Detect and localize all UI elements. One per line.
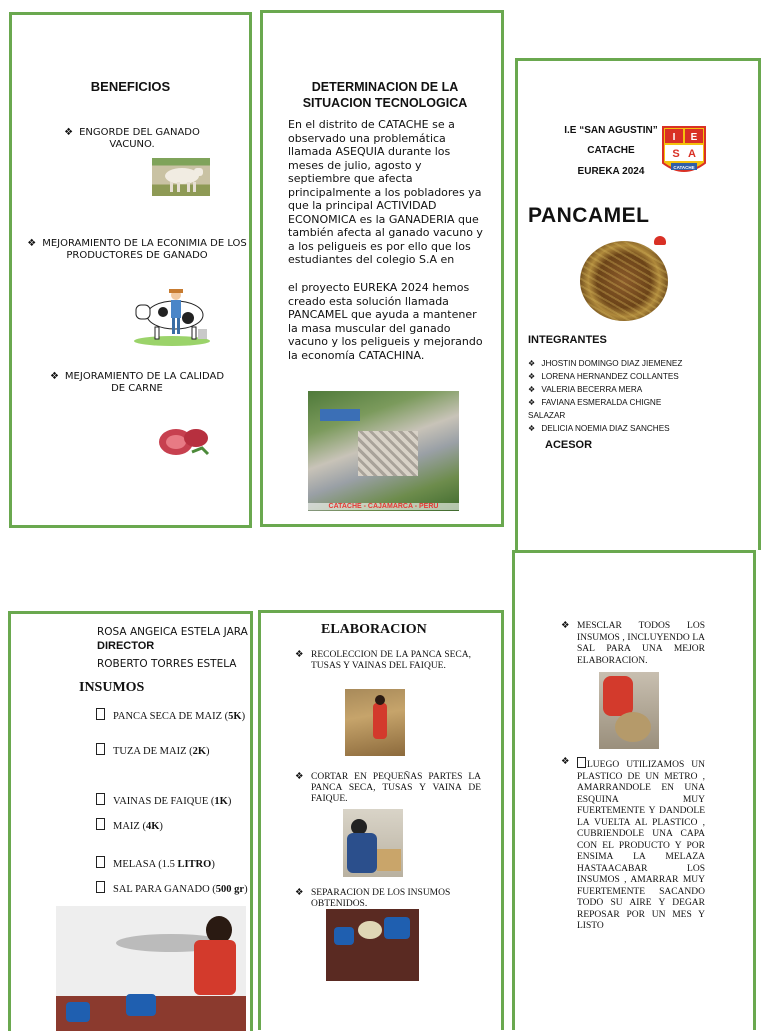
harvest-photo xyxy=(345,689,405,756)
beneficios-title: BENEFICIOS xyxy=(90,79,171,94)
cutting-photo xyxy=(343,809,403,877)
logo-letter-e: E xyxy=(690,132,698,143)
diamond-bullet-icon: ❖ xyxy=(528,424,536,433)
wrap-step: ❖ LUEGO UTILIZAMOS UN PLASTICO DE UN METRO , AMARRANDOLE EN UNA ESQUINA MUY FUERTEMENTE Y DANDOLE LA VUELTA AL PLASTICO , CUBRIENDOLE UNA CAPA CON EL PRODUCTO Y POR ENSIMA LA MELAZA HASTAACABAR LOS INSUMOS , AMARRAR MUY FUERTEMENTE SACANDO TODO SU AIRE Y DEGAR REPOSAR POR UN MES Y LISTO xyxy=(561,757,705,931)
panel-determinacion xyxy=(260,10,504,527)
list-item: ❖ LORENA HERNANDEZ COLLANTES xyxy=(528,372,679,381)
list-item: ❖ VALERIA BECERRA MERA xyxy=(528,385,643,394)
diamond-bullet-icon: ❖ xyxy=(528,372,536,381)
panel-cover xyxy=(515,58,761,550)
farmer-cow-illustration xyxy=(130,285,215,347)
insumo-item: MAIZ (4K) xyxy=(96,818,163,832)
checkbox-glyph-icon xyxy=(96,793,105,805)
school-logo xyxy=(661,125,707,179)
checkbox-glyph-icon xyxy=(577,757,586,768)
diamond-bullet-icon: ❖ xyxy=(528,398,536,407)
town-photo-caption: CATACHE - CAJAMARCA - PERU xyxy=(308,503,459,510)
panel-insumos xyxy=(8,611,253,1031)
pancamel-product-image xyxy=(580,241,668,321)
logo-letter-a: A xyxy=(688,148,696,160)
insumo-item: TUZA DE MAIZ (2K) xyxy=(96,743,210,757)
insumo-item: PANCA SECA DE MAIZ (5K) xyxy=(96,708,245,722)
separation-photo xyxy=(326,909,419,981)
logo-letter-s: S xyxy=(672,148,680,160)
determinacion-paragraph-1: En el distrito de CATACHE se a observado una problemática llamada ASEQUIA durante los meses de julio, agosto y septiembre que afecta principalmente a los pobladores ya que la principal ACTIVIDAD ECONOMICA es la GANADERIA que también afecta al ganado vacuno y a los peligueis es por ello que los estudiantes del colegio S.A en xyxy=(288,118,483,266)
diamond-bullet-icon: ❖ xyxy=(49,371,59,382)
director-name: ROBERTO TORRES ESTELA xyxy=(97,658,237,670)
insumo-item: SAL PARA GANADO (500 gr) xyxy=(96,881,248,895)
diamond-bullet-icon: ❖ xyxy=(27,238,37,249)
town-aerial-photo xyxy=(308,391,459,511)
integrantes-list xyxy=(528,357,728,435)
elaboracion-step: ❖ RECOLECCION DE LA PANCA SECA, TUSAS Y VAINAS DEL FAIQUE. xyxy=(295,650,471,671)
mixing-photo xyxy=(599,672,659,749)
insumos-title: INSUMOS xyxy=(79,680,145,695)
logo-letter-i: I xyxy=(672,132,676,143)
student-insumos-photo xyxy=(56,906,246,1031)
panel-beneficios xyxy=(9,12,252,528)
checkbox-glyph-icon xyxy=(96,743,105,755)
elaboracion-title: ELABORACION xyxy=(321,622,427,637)
school-name: I.E “SAN AGUSTIN” xyxy=(564,125,658,136)
mix-step: ❖ MESCLAR TODOS LOS INSUMOS , INCLUYENDO LA SAL PARA UNA MEJOR ELABORACION. xyxy=(561,621,705,666)
cow-image xyxy=(152,158,210,196)
insumo-item: MELASA (1.5 LITRO) xyxy=(96,856,215,870)
logo-banner: CATACHE xyxy=(673,165,695,170)
panel-steps xyxy=(512,550,756,1030)
town-name: CATACHE xyxy=(587,145,635,156)
benefit-item: ❖ MEJORAMIENTO DE LA ECONIMIA DE LOS PRODUCTORES DE GANADO xyxy=(27,238,247,261)
brand-mark-icon xyxy=(654,236,666,245)
elaboracion-step: ❖ CORTAR EN PEQUEÑAS PARTES LA PANCA SECA, TUSAS Y VAINA DE FAIQUE. xyxy=(295,772,481,804)
list-item: ❖ DELICIA NOEMIA DIAZ SANCHES xyxy=(528,424,670,433)
director-title: DIRECTOR xyxy=(97,640,155,652)
meat-image xyxy=(154,420,212,460)
checkbox-glyph-icon xyxy=(96,856,105,868)
panel-elaboracion xyxy=(258,610,504,1030)
diamond-bullet-icon: ❖ xyxy=(64,127,74,138)
checkbox-glyph-icon xyxy=(96,708,105,720)
determinacion-title: DETERMINACION DE LA SITUACION TECNOLOGICA xyxy=(302,80,468,110)
determinacion-paragraph-2: el proyecto EUREKA 2024 hemos creado esta solución llamada PANCAMEL que ayuda a mantener la masa muscular del ganado vacuno y los peligueis y mejorando la economía CATACHINA. xyxy=(288,281,483,362)
list-item: ❖ FAVIANA ESMERALDA CHIGNE SALAZAR xyxy=(528,398,662,420)
checkbox-glyph-icon xyxy=(96,881,105,893)
diamond-bullet-icon: ❖ xyxy=(295,650,304,660)
list-item: ❖ JHOSTIN DOMINGO DIAZ JIEMENEZ xyxy=(528,359,683,368)
benefit-item: ❖ ENGORDE DEL GANADO VACUNO. xyxy=(64,127,200,150)
diamond-bullet-icon: ❖ xyxy=(561,621,570,631)
diamond-bullet-icon: ❖ xyxy=(295,772,304,782)
diamond-bullet-icon: ❖ xyxy=(528,385,536,394)
acesor-name: ROSA ANGEICA ESTELA JARA xyxy=(97,626,248,638)
benefit-item: ❖ MEJORAMIENTO DE LA CALIDAD DE CARNE xyxy=(49,371,225,394)
diamond-bullet-icon: ❖ xyxy=(528,359,536,368)
diamond-bullet-icon: ❖ xyxy=(561,757,570,767)
checkbox-glyph-icon xyxy=(96,818,105,830)
integrantes-title: INTEGRANTES xyxy=(528,334,607,346)
acesor-title: ACESOR xyxy=(545,439,593,451)
diamond-bullet-icon: ❖ xyxy=(295,888,304,898)
event-name: EUREKA 2024 xyxy=(577,166,645,177)
elaboracion-step: ❖ SEPARACION DE LOS INSUMOS OBTENIDOS. xyxy=(295,888,451,909)
product-title: PANCAMEL xyxy=(528,204,650,227)
insumo-item: VAINAS DE FAIQUE (1K) xyxy=(96,793,231,807)
